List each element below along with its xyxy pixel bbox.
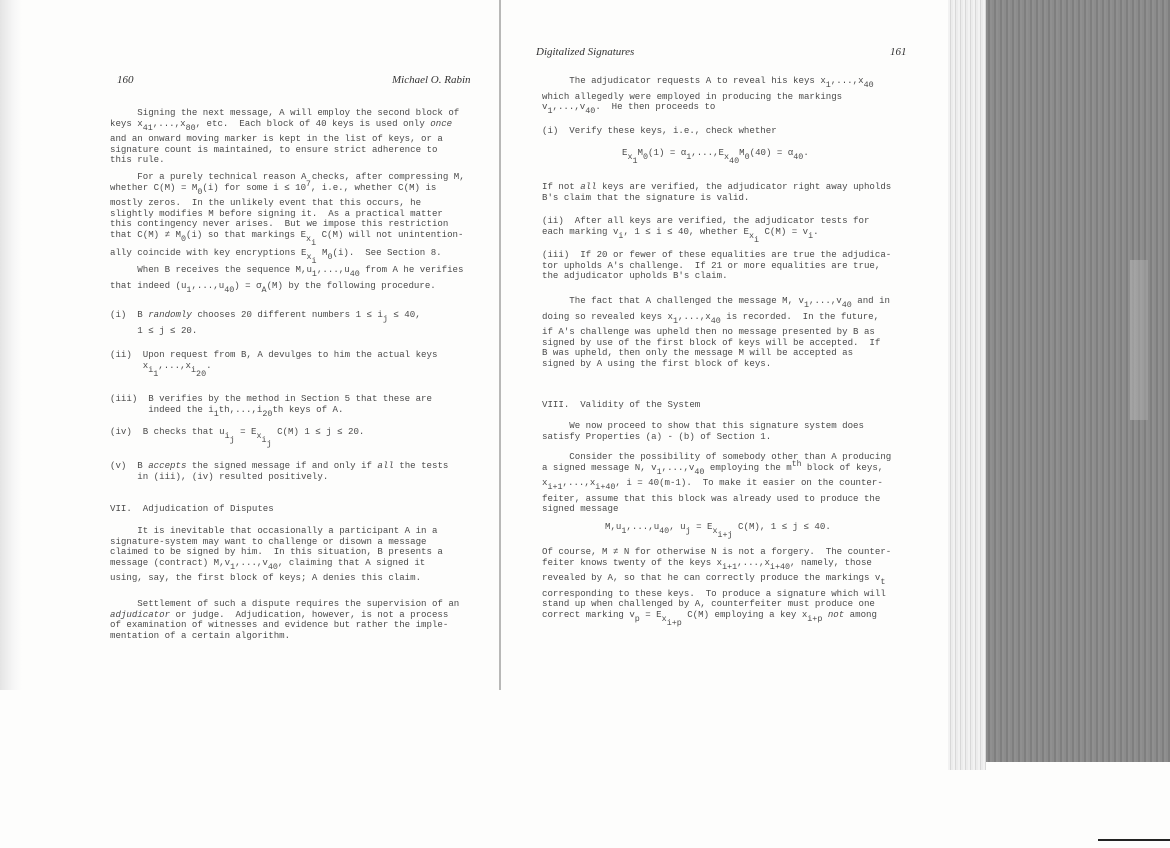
paragraph xyxy=(542,421,864,442)
text-line: in (iii), (iv) resulted positively. xyxy=(110,470,329,482)
text-line: If not all keys are verified, the adjudicator right away upholds xyxy=(542,181,892,192)
formula xyxy=(622,148,809,166)
text-line: $v_1,...,v_{40}$. He then proceeds to xyxy=(542,101,716,117)
text-line: signed message xyxy=(542,503,619,515)
text-line: feiter, assume that this block was already used to produce the xyxy=(542,492,881,504)
list-item xyxy=(542,216,869,245)
text-line: Settlement of such a dispute requires the supervision of an xyxy=(110,598,460,609)
formula xyxy=(605,522,831,540)
text-line: When B receives the sequence $M,u_1,...,u_{40}$ from A he verifies xyxy=(110,264,464,279)
text-line: $E_{x_1}M_0(1) = \alpha_1,...,E_{x_{40}}M_0(40) = \alpha_{40}$. xyxy=(622,147,809,166)
paragraph xyxy=(542,547,891,628)
text-line: signed by A using the first block of keys. xyxy=(542,357,772,369)
text-line: ally coincide with key encryptions $E_{x_i}$ $M_0(i)$. See Section 8. xyxy=(110,246,442,266)
text-line: Signing the next message, A will employ the second block of xyxy=(110,107,460,118)
text-line: (i) Verify these keys, i.e., check whether xyxy=(542,125,777,136)
list-item xyxy=(542,126,777,137)
paragraph xyxy=(110,108,459,166)
text-line: corresponding to these keys. To produce a signature which will xyxy=(542,587,886,599)
text-line: We now proceed to show that this signature system does xyxy=(542,420,864,431)
book-spine xyxy=(499,0,501,690)
text-line: and an onward moving marker is kept in the list of keys, or a xyxy=(110,133,443,145)
text-line: Consider the possibility of somebody other than A producing xyxy=(542,451,892,462)
text-line: this rule. xyxy=(110,154,165,166)
text-line: revealed by A, so that he can correctly produce the markings $v_t$ xyxy=(542,572,886,588)
text-line: It is inevitable that occasionally a participant A in a xyxy=(110,525,438,536)
text-line: adjudicator or judge. Adjudication, however, is not a process xyxy=(110,608,449,620)
paragraph xyxy=(542,452,891,515)
scan-page-edge xyxy=(948,0,986,770)
text-line: of examination of witnesses and evidence but rather the imple- xyxy=(110,619,449,631)
section-heading xyxy=(110,504,274,515)
text-line: mostly zeros. In the unlikely event that this occurs, he xyxy=(110,197,422,209)
text-line: The fact that A challenged the message M, $v_1,...,v_{40}$ and in xyxy=(542,295,890,310)
text-line: the adjudicator upholds B's claim. xyxy=(542,270,728,282)
text-line: satisfy Properties (a) - (b) of Section 1. xyxy=(542,430,772,442)
scan-left-edge xyxy=(0,0,22,690)
text-line: signature count is maintained, to ensure strict adherence to xyxy=(110,143,438,155)
text-line: correct marking $v_p = E_{x_{i+p}}$ C(M) employing a key $x_{i+p}$ not among xyxy=(542,608,877,628)
text-line: which allegedly were employed in producing the markings xyxy=(542,90,843,102)
text-line: whether $C(M) = M_0(i)$ for some $i \le 10^7$, i.e., whether C(M) is xyxy=(110,179,437,197)
paragraph xyxy=(542,76,874,118)
text-line: indeed the $i_1th,...,i_{20}th$ keys of A. xyxy=(110,403,344,419)
text-line: keys $x_{41},...,x_{80}$, etc. Each block of 40 keys is used only once xyxy=(110,117,453,133)
left-page-number: 160 xyxy=(117,74,134,86)
text-line: (ii) Upon request from B, A devulges to him the actual keys xyxy=(110,349,438,360)
text-line: that indeed $(u_1,...,u_{40}) = \sigma_A(M)$ by the following procedure. xyxy=(110,279,436,295)
right-running-head: Digitalized Signatures xyxy=(536,46,635,58)
text-line: signature-system may want to challenge or disown a message xyxy=(110,535,427,547)
paragraph xyxy=(110,265,463,296)
text-line: (v) B accepts the signed message if and only if all the tests xyxy=(110,460,449,471)
paragraph xyxy=(542,182,891,203)
text-line: using, say, the first block of keys; A denies this claim. xyxy=(110,572,422,584)
scan-bottom-edge xyxy=(1098,839,1170,841)
text-line: (iii) If 20 or fewer of these equalities are true the adjudica- xyxy=(542,249,892,260)
left-running-head: Michael O. Rabin xyxy=(392,74,471,86)
text-line: (ii) After all keys are verified, the adjudicator tests for xyxy=(542,215,870,226)
text-line: signed by use of the first block of keys will be accepted. If xyxy=(542,336,881,348)
right-page-number: 161 xyxy=(890,46,907,58)
text-line: (iv) B checks that $u_{i_j} = E_{x_{i_j}}$ C(M) 1 ≤ j ≤ 20. xyxy=(110,426,365,449)
paragraph xyxy=(110,172,465,266)
text-line: B's claim that the signature is valid. xyxy=(542,191,750,203)
list-item xyxy=(110,350,437,379)
paragraph xyxy=(542,296,890,370)
list-item xyxy=(110,310,421,336)
list-item xyxy=(110,427,364,449)
text-line: claimed to be signed by him. In this situation, B presents a xyxy=(110,546,443,558)
paragraph xyxy=(110,599,459,641)
text-line: feiter knows twenty of the keys $x_{i+1},...,x_{i+40}$, namely, those xyxy=(542,556,872,572)
text-line: (i) B randomly chooses 20 different numbers $1 \le i_j \le 40$, xyxy=(110,309,421,324)
text-line: slightly modifies M before signing it. As a practical matter xyxy=(110,207,443,219)
text-line: message (contract) $M,v_1,...,v_{40}$, claiming that A signed it xyxy=(110,556,426,572)
text-line: B was upheld, then only the message M will be accepted as xyxy=(542,347,854,359)
text-line: The adjudicator requests A to reveal his keys $x_1,...,x_{40}$ xyxy=(542,75,874,90)
text-line: Of course, M ≠ N for otherwise N is not a forgery. The counter- xyxy=(542,546,892,557)
scan-shadow xyxy=(1130,260,1148,420)
text-line: that $C(M) \ne M_0(i)$ so that markings $E_{x_i}$ C(M) will not unintention- xyxy=(110,228,464,248)
text-line: 1 ≤ j ≤ 20. xyxy=(110,324,198,336)
text-line: each marking $v_i$, 1 ≤ i ≤ 40, whether $E_{x_i}$ $C(M) = v_i$. xyxy=(542,225,819,245)
text-line: tor upholds A's challenge. If 21 or more equalities are true, xyxy=(542,259,881,271)
text-line: stand up when challenged by A, counterfeiter must produce one xyxy=(542,598,875,610)
text-line: $M,u_1,...,u_{40}$, $u_j = E_{x_{i+j}}$ C(M), 1 ≤ j ≤ 40. xyxy=(605,521,831,540)
text-line: if A's challenge was upheld then no message presented by B as xyxy=(542,326,875,338)
text-line: $x_{i+1},...,x_{i+40}$, i = 40(m-1). To make it easier on the counter- xyxy=(542,477,883,493)
text-line: mentation of a certain algorithm. xyxy=(110,629,291,641)
text-line: For a purely technical reason A checks, after compressing M, xyxy=(110,171,465,182)
list-item xyxy=(110,394,432,420)
text-line: VII. Adjudication of Disputes xyxy=(110,503,274,514)
paragraph xyxy=(110,526,443,584)
text-line: (iii) B verifies by the method in Section 5 that these are xyxy=(110,393,432,404)
section-heading xyxy=(542,400,700,411)
text-line: doing so revealed keys $x_1,...,x_{40}$ is recorded. In the future, xyxy=(542,310,880,326)
list-item xyxy=(110,461,448,482)
text-line: a signed message N, $v_1,...,v_{40}$ employing the $m^{th}$ block of keys, xyxy=(542,459,884,477)
text-line: $x_{i_1},...,x_{i_{20}}$. xyxy=(110,359,212,379)
text-line: this contingency never arises. But we impose this restriction xyxy=(110,218,449,230)
text-line: VIII. Validity of the System xyxy=(542,399,701,410)
list-item xyxy=(542,250,891,282)
